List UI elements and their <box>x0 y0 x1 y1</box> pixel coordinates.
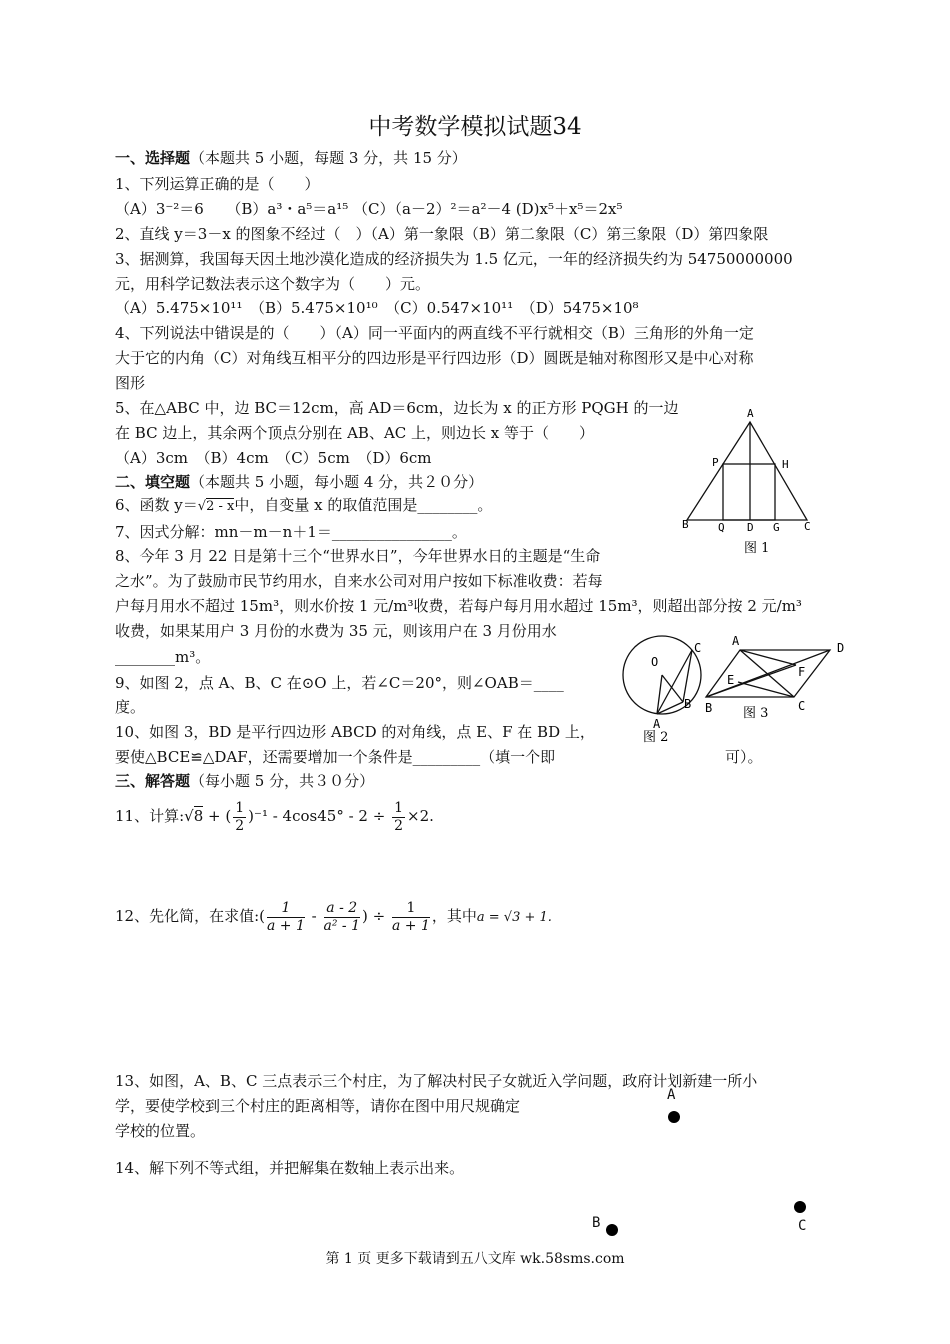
section-choice-heading: 一、选择题（本题共 5 小题，每题 3 分，共 15 分） <box>115 149 467 167</box>
fig1-label-q: Q <box>718 521 725 534</box>
fig3-label-c: C <box>798 699 806 713</box>
q9-line2: 度。 <box>115 698 146 716</box>
fig3-label-e: E <box>727 673 735 687</box>
q3-line2: 元，用科学记数法表示这个数字为（ ）元。 <box>115 275 431 293</box>
q13-line2: 学，要使学校到三个村庄的距离相等，请你在图中用尺规确定 <box>115 1097 521 1115</box>
q14: 14、解下列不等式组，并把解集在数轴上表示出来。 <box>115 1159 465 1177</box>
q1-stem: 1、下列运算正确的是（ ） <box>115 175 320 193</box>
q5-line2: 在 BC 边上，其余两个顶点分别在 AB、AC 上，则边长 x 等于（ ） <box>115 424 595 442</box>
q4-line2: 大于它的内角（C）对角线互相平分的四边形是平行四边形（D）圆既是轴对称图形又是中心对称 <box>115 349 754 367</box>
q5-line1: 5、在△ABC 中，边 BC＝12cm，高 AD＝6cm，边长为 x 的正方形 PQGH 的一边 <box>115 399 679 417</box>
fig1-label-b: B <box>682 518 689 531</box>
q7: 7、因式分解：mn－m－n＋1＝________________。 <box>115 523 467 541</box>
q13-line1: 13、如图，A、B、C 三点表示三个村庄，为了解决村民子女就近入学问题，政府计划新建一所小 <box>115 1072 758 1090</box>
fig1-label-p: P <box>712 456 719 469</box>
q11-expression: 11、计算:√8 + ( $\frac{1}{2}$ )⁻¹ - 4cos45° - 2 ÷ $\frac{1}{2}$ ×2. <box>115 799 434 834</box>
figure-3-caption: 图 3 <box>743 706 769 721</box>
q9-line1: 9、如图 2，点 A、B、C 在⊙O 上，若∠C＝20°，则∠OAB＝____ <box>115 674 564 692</box>
q10-line2: 要使△BCE≌△DAF，还需要增加一个条件是_________（填一个即 <box>115 748 556 766</box>
fig3-label-a: A <box>732 634 740 648</box>
q8-line5: ________m³。 <box>115 648 211 666</box>
fig1-label-d: D <box>747 521 754 534</box>
section-fill-heading: 二、填空题（本题共 5 小题，每小题 4 分，共２０分） <box>115 473 484 491</box>
q8-line1: 8、今年 3 月 22 日是第十三个“世界水日”，今年世界水日的主题是“生命 <box>115 547 601 565</box>
village-b-point <box>606 1224 618 1236</box>
village-c-point <box>794 1201 806 1213</box>
village-a-point <box>668 1111 680 1123</box>
q12-expression: 12、先化简，在求值:( $\frac{1}{a + 1}$ - $\frac{a - 2}{\text{a² - 1}}$ ) ÷ $\frac{1}{a + 1}$ ，其中a = √3 + 1. <box>115 899 552 934</box>
figure-3-parallelogram <box>700 630 855 722</box>
q10-line1: 10、如图 3，BD 是平行四边形 ABCD 的对角线，点 E、F 在 BD 上， <box>115 723 595 741</box>
section-solve-heading: 三、解答题（每小题 5 分，共３０分） <box>115 772 375 790</box>
fig2-label-a: A <box>653 717 661 731</box>
q3-line1: 3、据测算，我国每天因土地沙漠化造成的经济损失为 1.5 亿元，一年的经济损失约为 54750000000 <box>115 250 793 268</box>
q4-line3: 图形 <box>115 374 146 392</box>
q6: 6、函数 y＝√2 - x中，自变量 x 的取值范围是________。 <box>115 496 493 514</box>
page-title: 中考数学模拟试题34 <box>368 114 582 140</box>
q2: 2、直线 y＝3－x 的图象不经过（ ）（A）第一象限（B）第二象限（C）第三象限（D）第四象限 <box>115 225 769 243</box>
q8-line2: 之水”。为了鼓励市民节约用水，自来水公司对用户按如下标准收费：若每 <box>115 572 603 590</box>
page-footer: 第 1 页 更多下载请到五八文库 wk.58sms.com <box>325 1251 625 1267</box>
fig1-label-h: H <box>782 458 789 471</box>
fig2-label-c: C <box>694 641 702 655</box>
triangle-abc <box>687 422 807 520</box>
fig3-label-d: D <box>837 641 845 655</box>
figure-1-triangle <box>675 400 825 570</box>
square-pqgh <box>723 464 775 520</box>
q10-line2-end: 可）。 <box>725 748 763 766</box>
fig3-label-f: F <box>798 665 806 679</box>
figure-1-caption: 图 1 <box>744 541 770 556</box>
fig3-label-b: B <box>705 701 713 715</box>
q1-options: （A）3⁻²＝6 （B）a³・a⁵＝a¹⁵ （C）（a－2）²＝a²－4 (D)x⁵＋x⁵＝2x⁵ <box>115 200 623 218</box>
fig2-label-o: O <box>651 655 659 669</box>
q3-options: （A）5.475×10¹¹ （B）5.475×10¹⁰ （C）0.547×10¹¹ （D）5475×10⁸ <box>115 299 639 317</box>
q8-line4: 收费，如果某用户 3 月份的水费为 35 元，则该用户在 3 月份用水 <box>115 622 557 640</box>
fig1-label-a: A <box>747 407 754 420</box>
village-b-label: B <box>592 1215 601 1231</box>
fig1-label-g: G <box>773 521 780 534</box>
q5-options: （A）3cm （B）4cm （C）5cm （D）6cm <box>115 449 432 467</box>
q13-line3: 学校的位置。 <box>115 1122 206 1140</box>
figure-2-caption: 图 2 <box>643 730 669 745</box>
q4-line1: 4、下列说法中错误是的（ ）（A）同一平面内的两直线不平行就相交（B）三角形的外角一定 <box>115 324 754 342</box>
figure-2-circle <box>615 632 713 747</box>
village-c-label: C <box>798 1218 807 1234</box>
fig2-label-b: B <box>684 697 692 711</box>
q8-line3: 户每月用水不超过 15m³，则水价按 1 元/m³收费，若每户每月用水超过 15m³，则超出部分按 2 元/m³ <box>115 597 802 615</box>
fig1-label-c: C <box>804 520 811 533</box>
village-a-label: A <box>667 1087 676 1103</box>
